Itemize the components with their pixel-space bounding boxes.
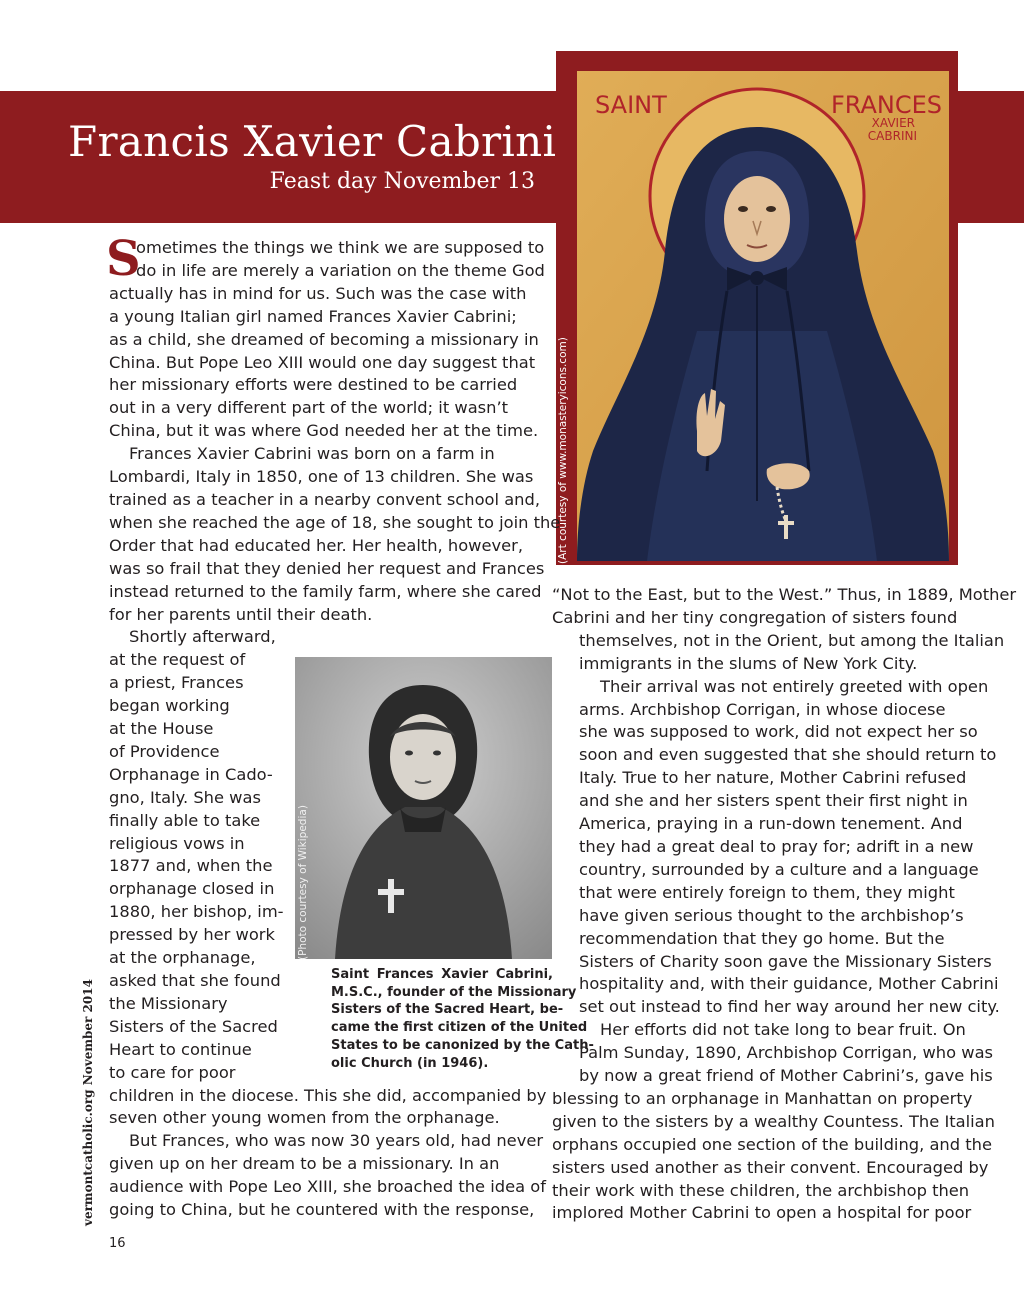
- text-line: at the orphanage,: [109, 948, 256, 968]
- text-line: they had a great deal to pray for; adrift in a new: [579, 836, 974, 856]
- page-number: 16: [109, 1236, 126, 1251]
- text-line: to care for poor: [109, 1062, 236, 1082]
- publication-side-text: vermontcatholic.org November 2014: [81, 979, 95, 1226]
- caption-line: Saint Frances Xavier Cabrini,: [331, 967, 553, 982]
- text-line: Her efforts did not take long to bear fruit. On: [600, 1020, 966, 1040]
- text-line: of Providence: [109, 741, 220, 761]
- text-line: implored Mother Cabrini to open a hospital for poor: [552, 1203, 972, 1223]
- text-line: recommendation that they go home. But the: [579, 928, 945, 948]
- text-line: actually has in mind for us. Such was the case with: [109, 283, 527, 303]
- caption-line: olic Church (in 1946).: [331, 1055, 489, 1071]
- text-line: as a child, she dreamed of becoming a missionary in: [109, 329, 539, 349]
- text-line: China. But Pope Leo XIII would one day suggest that: [109, 352, 536, 372]
- text-line: their work with these children, the archbishop then: [552, 1180, 970, 1200]
- caption-line: came the first citizen of the United: [331, 1020, 588, 1036]
- text-line: instead returned to the family farm, where she cared: [109, 581, 542, 601]
- text-line: “Not to the East, but to the West.” Thus, in 1889, Mother: [552, 585, 1017, 604]
- page-title: Francis Xavier Cabrini: [68, 117, 557, 166]
- text-line: Sisters of the Sacred: [109, 1016, 278, 1036]
- text-line: Cabrini and her tiny congregation of sisters found: [552, 607, 958, 627]
- icon-label-frances: FRANCES: [831, 91, 943, 119]
- saint-icon-painting: [577, 71, 949, 561]
- text-line: that were entirely foreign to them, they might: [579, 882, 955, 902]
- feast-day-subtitle: Feast day November 13: [269, 169, 535, 194]
- text-line: Heart to continue: [109, 1039, 252, 1059]
- text-line: when she reached the age of 18, she sought to join the: [109, 512, 561, 532]
- text-line: and she and her sisters spent their first night in: [579, 791, 968, 811]
- icon-label-cabrini: CABRINI: [867, 129, 917, 143]
- text-line: do in life are merely a variation on the theme God: [136, 260, 545, 280]
- text-line: orphanage closed in: [109, 879, 275, 899]
- text-line: gno, Italy. She was: [109, 787, 261, 807]
- text-line: China, but it was where God needed her at the time.: [109, 421, 539, 441]
- text-line: arms. Archbishop Corrigan, in whose diocese: [579, 699, 946, 719]
- text-line: children in the diocese. This she did, accompanied by: [109, 1085, 547, 1105]
- text-line: Order that had educated her. Her health, however,: [109, 535, 524, 555]
- text-line: at the House: [109, 719, 214, 739]
- text-line: 1880, her bishop, im-: [109, 902, 284, 922]
- art-credit: (Art courtesy of www.monasteryicons.com): [557, 337, 569, 564]
- text-line: audience with Pope Leo XIII, she broached the idea of: [109, 1177, 546, 1197]
- text-line: a priest, Frances: [109, 673, 244, 693]
- text-line: seven other young women from the orphanage.: [109, 1108, 500, 1128]
- text-line: a young Italian girl named Frances Xavier Cabrini;: [109, 306, 517, 326]
- text-line: was so frail that they denied her request and Frances: [109, 558, 545, 578]
- text-line: hospitality and, with their guidance, Mother Cabrini: [579, 974, 999, 994]
- text-line: given to the sisters by a wealthy Countess. The Italian: [552, 1111, 995, 1131]
- text-line: Sisters of Charity soon gave the Missionary Sisters: [579, 951, 992, 971]
- photo-credit: (Photo courtesy of Wikipedia): [297, 805, 309, 960]
- text-line: pressed by her work: [109, 925, 275, 945]
- text-line: America, praying in a run-down tenement. And: [579, 814, 963, 834]
- text-line: country, surrounded by a culture and a language: [579, 859, 979, 879]
- text-line: Frances Xavier Cabrini was born on a farm in: [129, 444, 495, 464]
- text-line: trained as a teacher in a nearby convent school and,: [109, 489, 541, 509]
- icon-label-xavier: XAVIER: [871, 116, 915, 130]
- icon-label-saint: SAINT: [595, 91, 667, 119]
- text-line: given up on her dream to be a missionary. In an: [109, 1154, 500, 1174]
- text-line: blessing to an orphanage in Manhattan on property: [552, 1088, 973, 1108]
- text-line: by now a great friend of Mother Cabrini’s, gave his: [579, 1066, 993, 1086]
- text-line: at the request of: [109, 650, 246, 670]
- text-line: Lombardi, Italy in 1850, one of 13 children. She was: [109, 467, 534, 487]
- text-line: themselves, not in the Orient, but among the Italian: [579, 630, 1005, 650]
- text-line: Palm Sunday, 1890, Archbishop Corrigan, who was: [579, 1043, 994, 1063]
- text-line: immigrants in the slums of New York City.: [579, 653, 918, 673]
- text-line: ometimes the things we think we are supposed to: [136, 238, 545, 257]
- text-line: soon and even suggested that she should return to: [579, 745, 997, 765]
- text-line: she was supposed to work, did not expect her so: [579, 722, 978, 742]
- text-line: 1877 and, when the: [109, 856, 273, 876]
- text-line: Their arrival was not entirely greeted with open: [600, 676, 989, 696]
- drop-cap: S: [106, 231, 141, 287]
- text-line: out in a very different part of the world; it wasn’t: [109, 398, 509, 418]
- text-line: have given serious thought to the archbishop’s: [579, 905, 964, 925]
- text-line: But Frances, who was now 30 years old, had never: [129, 1131, 544, 1151]
- text-line: Italy. True to her nature, Mother Cabrini refused: [579, 768, 967, 788]
- text-line: asked that she found: [109, 971, 281, 990]
- caption-line: States to be canonized by the Cath-: [331, 1037, 594, 1053]
- caption-line: Sisters of the Sacred Heart, be-: [331, 1002, 564, 1018]
- text-line: going to China, but he countered with the response,: [109, 1200, 535, 1220]
- text-line: religious vows in: [109, 833, 245, 853]
- text-line: set out instead to find her way around her new city.: [579, 997, 1000, 1017]
- text-line: Shortly afterward,: [129, 627, 276, 647]
- text-line: the Missionary: [109, 993, 228, 1013]
- text-line: her missionary efforts were destined to be carried: [109, 375, 518, 395]
- article-column-right: [552, 584, 1016, 1225]
- text-line: sisters used another as their convent. Encouraged by: [552, 1157, 989, 1177]
- text-line: for her parents until their death.: [109, 604, 373, 624]
- text-line: orphans occupied one section of the building, and the: [552, 1134, 992, 1154]
- text-line: finally able to take: [109, 810, 261, 830]
- text-line: Orphanage in Cado-: [109, 764, 273, 784]
- text-line: began working: [109, 696, 230, 716]
- caption-line: M.S.C., founder of the Missionary: [331, 984, 577, 1000]
